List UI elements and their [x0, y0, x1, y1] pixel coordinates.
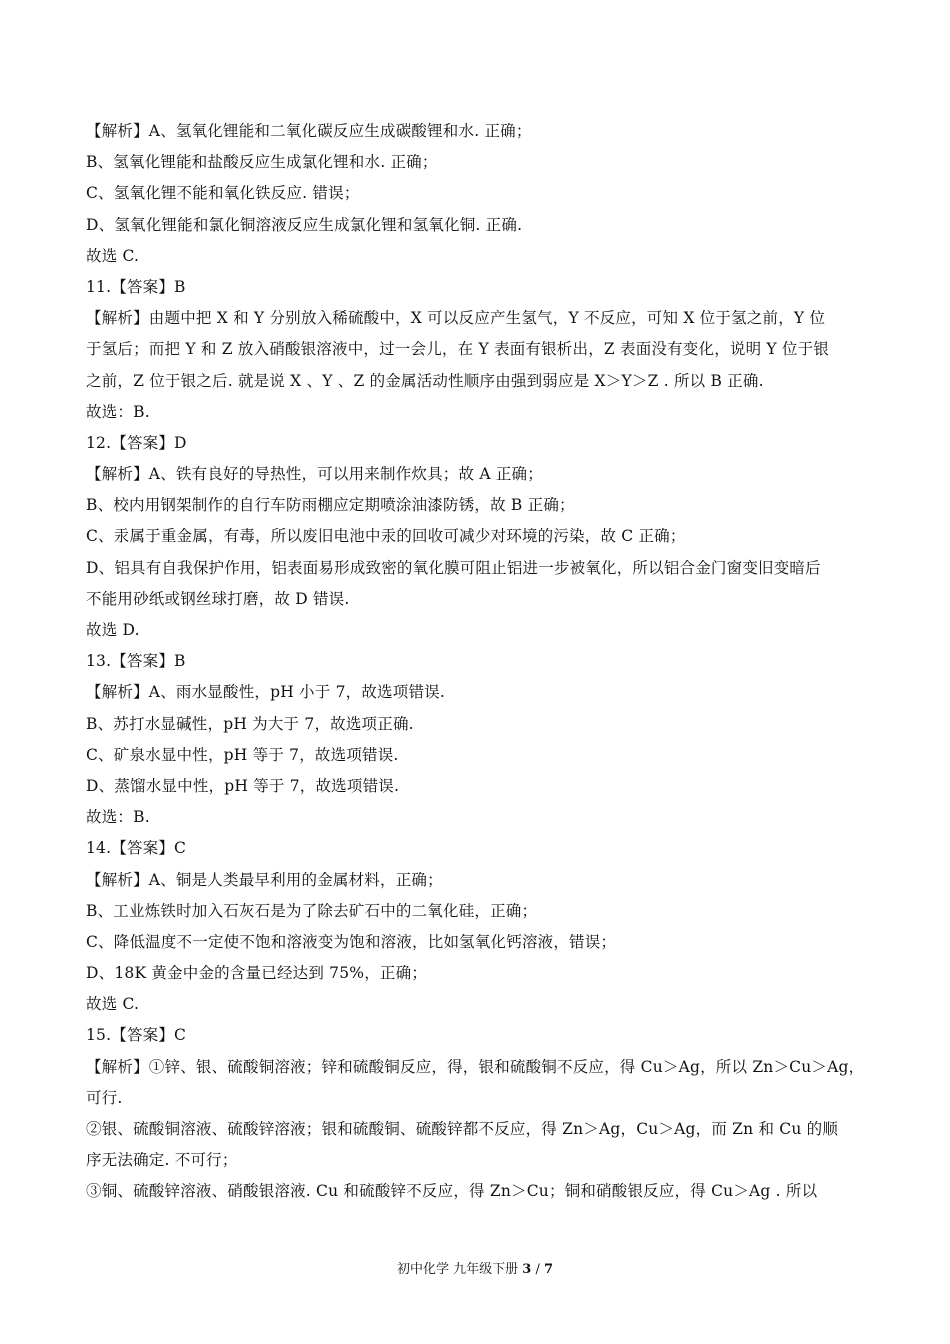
text-line: C、降低温度不一定使不饱和溶液变为饱和溶液，比如氢氧化钙溶液，错误；: [86, 932, 617, 951]
text-line: B、校内用钢架制作的自行车防雨棚应定期喷涂油漆防锈，故 B 正确；: [86, 496, 575, 515]
text-line: C、矿泉水显中性，pH 等于 7，故选项错误.: [86, 745, 399, 764]
current-page-number: 3: [522, 1262, 532, 1277]
total-page-count: 7: [543, 1262, 554, 1277]
text-line: ③铜、硫酸锌溶液、硝酸银溶液. Cu 和硫酸锌不反应，得 Zn＞Cu；铜和硝酸银反应，得 Cu＞Ag . 所以: [86, 1182, 818, 1201]
text-line: 15.【答案】C: [86, 1026, 187, 1045]
text-line: C、汞属于重金属，有毒，所以废旧电池中汞的回收可减少对环境的污染，故 C 正确；: [86, 527, 686, 546]
footer-label: 初中化学 九年级下册: [396, 1262, 519, 1277]
text-line: B、氢氧化锂能和盐酸反应生成氯化锂和水. 正确；: [86, 153, 438, 172]
text-line: 于氢后；而把 Y 和 Z 放入硝酸银溶液中，过一会儿，在 Y 表面有银析出，Z 表面没有变化，说明 Y 位于银: [86, 340, 830, 359]
text-line: 故选：B.: [86, 808, 150, 827]
text-line: 11.【答案】B: [86, 277, 186, 296]
text-line: 故选 C.: [86, 995, 140, 1014]
text-line: 之前，Z 位于银之后. 就是说 X 、Y 、Z 的金属活动性顺序由强到弱应是 X＞Y＞Z . 所以 B 正确.: [86, 371, 764, 390]
text-line: 14.【答案】C: [86, 839, 187, 858]
page-footer: [0, 1260, 950, 1280]
text-line: D、18K 黄金中金的含量已经达到 75%，正确；: [86, 964, 428, 983]
text-line: C、氢氧化锂不能和氧化铁反应. 错误；: [86, 184, 360, 203]
text-line: D、氢氧化锂能和氯化铜溶液反应生成氯化锂和氢氧化铜. 正确.: [86, 215, 523, 234]
text-line: ②银、硫酸铜溶液、硫酸锌溶液；银和硫酸铜、硫酸锌都不反应，得 Zn＞Ag，Cu＞Ag，而 Zn 和 Cu 的顺: [86, 1120, 839, 1138]
page-separator: /: [535, 1262, 540, 1277]
text-line: 【解析】①锌、银、硫酸铜溶液；锌和硫酸铜反应，得，银和硫酸铜不反应，得 Cu＞Ag，所以 Zn＞Cu＞Ag，: [86, 1057, 865, 1076]
text-line: 可行.: [86, 1088, 123, 1107]
text-line: 【解析】A、铁有良好的导热性，可以用来制作炊具；故 A 正确；: [86, 465, 543, 484]
text-line: 12.【答案】D: [86, 433, 187, 452]
text-line: 【解析】由题中把 X 和 Y 分别放入稀硫酸中，X 可以反应产生氢气，Y 不反应，可知 X 位于氢之前，Y 位: [86, 309, 826, 328]
text-line: B、苏打水显碱性，pH 为大于 7，故选项正确.: [86, 714, 414, 733]
text-line: B、工业炼铁时加入石灰石是为了除去矿石中的二氧化硅，正确；: [86, 901, 538, 920]
text-line: 故选：B.: [86, 402, 150, 421]
text-line: 【解析】A、雨水显酸性，pH 小于 7，故选项错误.: [86, 683, 445, 702]
text-line: 13.【答案】B: [86, 652, 186, 671]
text-line: 故选 D.: [86, 621, 140, 639]
text-line: 不能用砂纸或钢丝球打磨，故 D 错误.: [86, 589, 350, 608]
text-line: 故选 C.: [86, 246, 140, 265]
text-line: 序无法确定. 不可行；: [86, 1151, 238, 1170]
answer-text-body: [86, 116, 870, 1208]
text-line: D、铝具有自我保护作用，铝表面易形成致密的氧化膜可阻止铝进一步被氧化，所以铝合金门窗变旧变暗后: [86, 558, 821, 577]
text-line: D、蒸馏水显中性，pH 等于 7，故选项错误.: [86, 776, 400, 795]
text-line: 【解析】A、铜是人类最早利用的金属材料，正确；: [86, 870, 443, 889]
text-line: 【解析】A、氢氧化锂能和二氧化碳反应生成碳酸锂和水. 正确；: [86, 122, 532, 140]
